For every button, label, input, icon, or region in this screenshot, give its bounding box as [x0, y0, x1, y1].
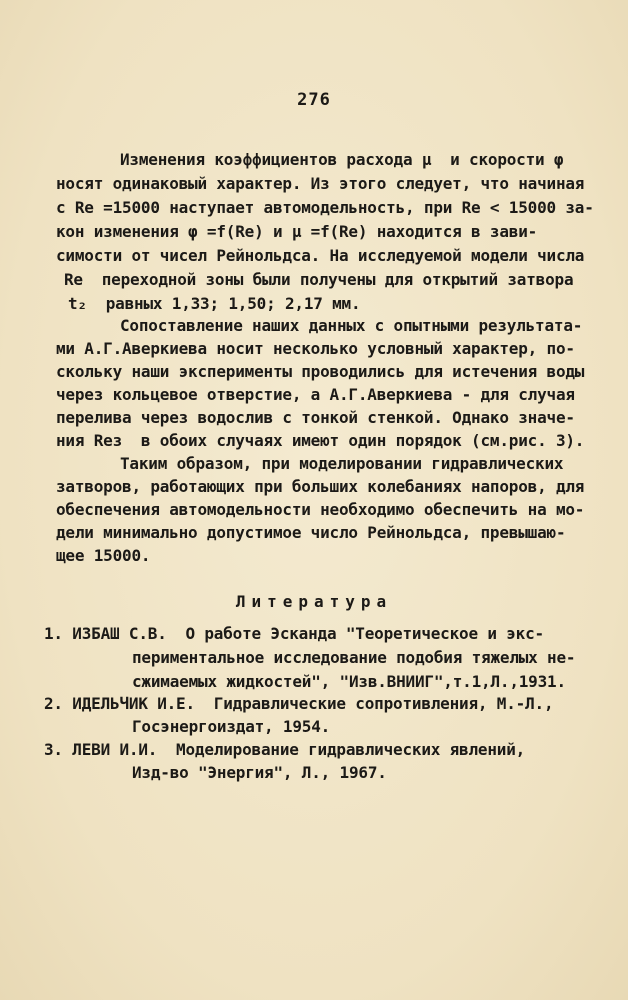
reference-item: 3. ЛЕВИ И.И. Моделирование гидравлических явлений,	[44, 740, 526, 759]
reference-item: периментальное исследование подобия тяжелых не-	[132, 648, 576, 667]
reference-item: Госэнергоиздат, 1954.	[132, 717, 331, 736]
body-line: щее 15000.	[56, 546, 151, 565]
body-line: t₂ равных 1,33; 1,50; 2,17 мм.	[68, 294, 361, 313]
body-line: ния Reз в обоих случаях имеют один порядок (см.рис. 3).	[56, 431, 585, 450]
body-line: кон изменения φ =f(Re) и µ =f(Re) находится в зави-	[56, 222, 538, 241]
reference-item: 2. ИДЕЛЬЧИК И.Е. Гидравлические сопротивления, М.-Л.,	[44, 694, 554, 713]
body-line: перелива через водослив с тонкой стенкой. Однако значе-	[56, 408, 575, 427]
body-line: Изменения коэффициентов расхода µ и скорости φ	[120, 150, 564, 169]
body-line: симости от чисел Рейнольдса. На исследуемой модели числа	[56, 246, 585, 265]
body-line: Таким образом, при моделировании гидравлических	[120, 454, 564, 473]
body-line: Сопоставление наших данных с опытными результата-	[120, 316, 583, 335]
references-title: Литература	[235, 592, 393, 611]
page-number: 276	[297, 90, 331, 110]
body-line: обеспечения автомодельности необходимо обеспечить на мо-	[56, 500, 585, 519]
body-line: дели минимально допустимое число Рейнольдса, превышаю-	[56, 523, 566, 542]
body-line: через кольцевое отверстие, а А.Г.Аверкиева - для случая	[56, 385, 575, 404]
body-line: Re переходной зоны были получены для открытий затвора	[64, 270, 574, 289]
reference-item: сжимаемых жидкостей", "Изв.ВНИИГ",т.1,Л.,1931.	[132, 672, 566, 691]
body-line: носят одинаковый характер. Из этого следует, что начиная	[56, 174, 585, 193]
body-line: скольку наши эксперименты проводились для истечения воды	[56, 362, 585, 381]
body-line: ми А.Г.Аверкиева носит несколько условный характер, по-	[56, 339, 575, 358]
body-line: с Re =15000 наступает автомодельность, при Re < 15000 за-	[56, 198, 594, 217]
reference-item: Изд-во "Энергия", Л., 1967.	[132, 763, 387, 782]
body-line: затворов, работающих при больших колебаниях напоров, для	[56, 477, 585, 496]
reference-item: 1. ИЗБАШ С.В. О работе Эсканда "Теоретическое и экс-	[44, 624, 544, 643]
